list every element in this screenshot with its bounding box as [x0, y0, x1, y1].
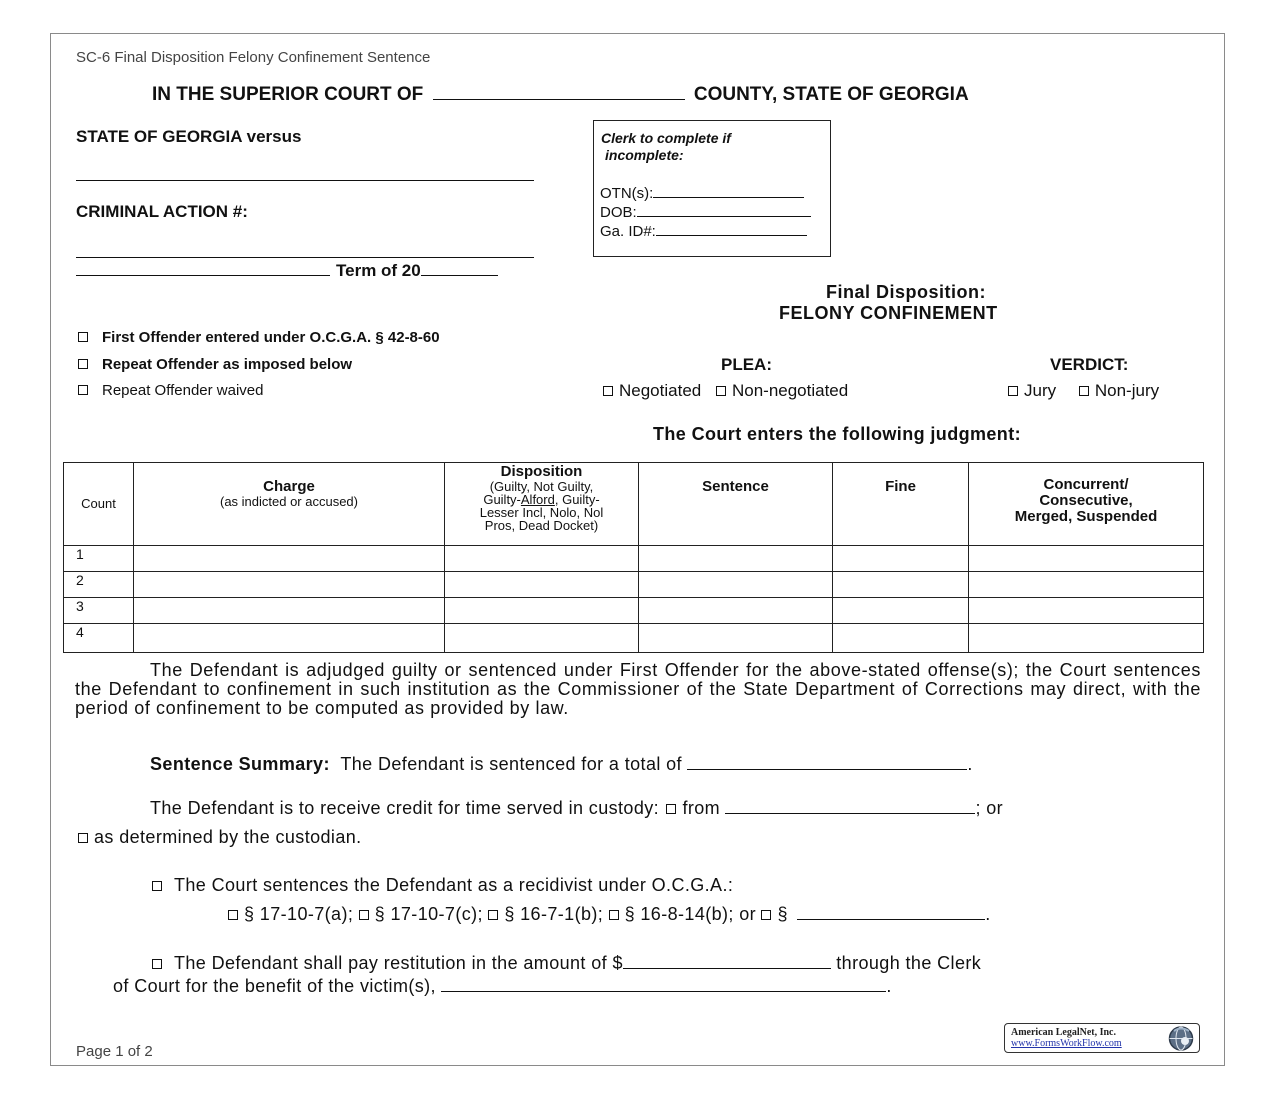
summary-text: The Defendant is sentenced for a total of	[340, 754, 682, 774]
count-cell: 4	[64, 624, 134, 653]
table-row	[64, 624, 1204, 653]
disposition-cell[interactable]	[445, 598, 639, 624]
verdict-non-jury-checkbox[interactable]	[1079, 386, 1089, 396]
disposition-header-sub-4: Pros, Dead Docket)	[484, 518, 599, 533]
ga-id-field[interactable]	[656, 234, 807, 236]
concurrent-header-2: Consecutive,	[1039, 492, 1133, 509]
sentence-summary: Sentence Summary: The Defendant is sentenced for a total of .	[150, 754, 973, 774]
statute-17-10-7c-checkbox[interactable]	[359, 910, 369, 920]
judgment-heading: The Court enters the following judgment:	[653, 424, 1021, 444]
criminal-action-label: CRIMINAL ACTION #:	[76, 202, 248, 221]
recidivist-checkbox[interactable]	[152, 881, 162, 891]
clerk-box-title: Clerk to complete if	[601, 130, 731, 146]
disposition-cell[interactable]	[445, 546, 639, 572]
col-concurrent-header	[969, 463, 1204, 546]
charge-cell[interactable]	[134, 546, 445, 572]
statute-16-7-1b-checkbox[interactable]	[488, 910, 498, 920]
ga-id-row	[600, 223, 807, 240]
disposition-title: Final Disposition:	[826, 282, 986, 302]
repeat-offender-waived-option[interactable]	[78, 382, 264, 399]
summary-total-field[interactable]	[687, 768, 967, 770]
first-offender-checkbox[interactable]	[78, 332, 88, 342]
fine-cell[interactable]	[833, 598, 969, 624]
verdict-jury-checkbox[interactable]	[1008, 386, 1018, 396]
criminal-action-field[interactable]	[76, 256, 534, 258]
recidivist-line	[152, 875, 733, 896]
court-heading-right: COUNTY, STATE OF GEORGIA	[693, 84, 969, 105]
disposition-header-sub-1: (Guilty, Not Guilty,	[489, 479, 594, 494]
credit-from-checkbox[interactable]	[666, 804, 676, 814]
versus-label: STATE OF GEORGIA versus	[76, 127, 302, 146]
dob-field[interactable]	[637, 215, 811, 217]
sentence-cell[interactable]	[639, 572, 833, 598]
disposition-header-label: Disposition	[500, 463, 583, 480]
charge-header-sub: (as indicted or accused)	[219, 494, 358, 509]
adjudged-paragraph: The Defendant is adjudged guilty or sentenced under First Offender for the above-stated offense(s); the Court sentences the Defendant to confinement in such institution as the Commissioner of the State Department of Corrections may direct, with the period of confinement to be computed as provided by law.	[75, 660, 1201, 718]
concurrent-cell[interactable]	[969, 624, 1204, 653]
dob-label: DOB:	[600, 204, 637, 221]
disposition-sub2-c: , Guilty-	[554, 492, 600, 507]
statute-16-8-14b: § 16-8-14(b); or	[624, 904, 757, 924]
plea-negotiated-label: Negotiated	[619, 381, 702, 400]
form-id: SC-6 Final Disposition Felony Confinement Sentence	[76, 49, 431, 66]
credit-custodian-label: as determined by the custodian.	[94, 827, 362, 847]
col-count-header: Count	[64, 463, 134, 546]
first-offender-label: First Offender entered under O.C.G.A. § 42-8-60	[102, 329, 440, 346]
count-cell: 3	[64, 598, 134, 624]
logo-url[interactable]: www.FormsWorkFlow.com	[1011, 1038, 1122, 1049]
statute-other: §	[777, 904, 788, 924]
statute-16-8-14b-checkbox[interactable]	[609, 910, 619, 920]
charge-cell[interactable]	[134, 572, 445, 598]
term-field[interactable]	[76, 274, 330, 276]
term-year-field[interactable]	[421, 274, 498, 276]
repeat-offender-checkbox[interactable]	[78, 359, 88, 369]
statute-other-field[interactable]	[797, 918, 985, 920]
table-header-row	[64, 463, 1204, 546]
first-offender-option[interactable]	[78, 329, 440, 346]
page-number: Page 1 of 2	[76, 1043, 153, 1060]
restitution-text: The Defendant shall pay restitution in the amount of $	[174, 953, 623, 973]
fine-cell[interactable]	[833, 546, 969, 572]
dob-row	[600, 204, 811, 221]
verdict-non-jury-label: Non-jury	[1094, 381, 1160, 400]
concurrent-cell[interactable]	[969, 598, 1204, 624]
plea-non-negotiated-checkbox[interactable]	[716, 386, 726, 396]
otn-field[interactable]	[653, 196, 804, 198]
otn-label: OTN(s):	[600, 185, 654, 202]
credit-custodian-line	[78, 827, 362, 848]
plea-options	[603, 381, 848, 401]
statute-other-checkbox[interactable]	[761, 910, 771, 920]
repeat-offender-waived-checkbox[interactable]	[78, 385, 88, 395]
table-row	[64, 598, 1204, 624]
concurrent-cell[interactable]	[969, 572, 1204, 598]
credit-from-field[interactable]	[725, 812, 975, 814]
verdict-jury-label: Jury	[1024, 381, 1057, 400]
globe-icon	[1165, 1025, 1197, 1052]
count-cell: 2	[64, 572, 134, 598]
repeat-offender-label: Repeat Offender as imposed below	[102, 356, 353, 373]
statute-16-7-1b: § 16-7-1(b);	[504, 904, 604, 924]
sentence-cell[interactable]	[639, 546, 833, 572]
restitution-checkbox[interactable]	[152, 959, 162, 969]
charge-cell[interactable]	[134, 598, 445, 624]
col-sentence-header: Sentence	[639, 463, 833, 546]
col-fine-header: Fine	[833, 463, 969, 546]
restitution-amount-field[interactable]	[623, 967, 831, 969]
table-row	[64, 546, 1204, 572]
clerk-box	[593, 120, 831, 257]
publisher-logo[interactable]	[1004, 1023, 1200, 1053]
clerk-box-title-2: incomplete:	[605, 147, 684, 163]
disposition-cell[interactable]	[445, 572, 639, 598]
concurrent-header-1: Concurrent/	[1043, 476, 1129, 493]
court-heading-left: IN THE SUPERIOR COURT OF	[152, 84, 424, 105]
verdict-label: VERDICT:	[1050, 355, 1129, 374]
statute-options: § 17-10-7(a); § 17-10-7(c); § 16-7-1(b); § 16-8-14(b); or § .	[228, 904, 991, 925]
credit-line	[150, 798, 1003, 819]
plea-negotiated-checkbox[interactable]	[603, 386, 613, 396]
concurrent-header-3: Merged, Suspended	[1014, 508, 1158, 525]
ga-id-label: Ga. ID#:	[600, 223, 656, 240]
statute-17-10-7a: § 17-10-7(a);	[244, 904, 354, 924]
summary-label: Sentence Summary:	[150, 754, 330, 774]
disposition-header-sub-3: Lesser Incl, Nolo, Nol	[479, 505, 604, 520]
count-cell: 1	[64, 546, 134, 572]
term-line	[76, 261, 498, 281]
victim-field[interactable]	[441, 990, 886, 992]
restitution-line	[152, 953, 981, 974]
logo-name: American LegalNet, Inc.	[1011, 1027, 1116, 1038]
disposition-cell[interactable]	[445, 624, 639, 653]
plea-label: PLEA:	[721, 355, 772, 374]
sentence-cell[interactable]	[639, 598, 833, 624]
otn-row	[600, 185, 804, 202]
plea-non-negotiated-label: Non-negotiated	[731, 381, 849, 400]
court-heading	[152, 84, 969, 106]
credit-or: ; or	[975, 798, 1004, 818]
defendant-name-field[interactable]	[76, 179, 534, 181]
repeat-offender-option[interactable]	[78, 356, 352, 373]
county-field[interactable]	[433, 98, 685, 100]
concurrent-cell[interactable]	[969, 546, 1204, 572]
repeat-offender-waived-label: Repeat Offender waived	[102, 382, 264, 399]
credit-from-label: from	[682, 798, 721, 818]
charge-header-label: Charge	[263, 478, 315, 495]
sentence-cell[interactable]	[639, 624, 833, 653]
verdict-options	[1008, 381, 1159, 401]
col-charge-header	[134, 463, 445, 546]
table-row	[64, 572, 1204, 598]
statute-17-10-7c: § 17-10-7(c);	[374, 904, 483, 924]
fine-cell[interactable]	[833, 572, 969, 598]
disposition-sub2-b: Alford	[520, 492, 555, 507]
recidivist-text: The Court sentences the Defendant as a recidivist under O.C.G.A.:	[174, 875, 734, 895]
credit-text: The Defendant is to receive credit for time served in custody:	[150, 798, 660, 818]
disposition-sub2-a: Guilty-	[483, 492, 521, 507]
credit-custodian-checkbox[interactable]	[78, 833, 88, 843]
charge-cell[interactable]	[134, 624, 445, 653]
term-label: Term of 20	[336, 261, 421, 280]
judgment-table	[63, 462, 1204, 653]
fine-cell[interactable]	[833, 624, 969, 653]
restitution-through: through the Clerk	[836, 953, 982, 973]
disposition-subtitle: FELONY CONFINEMENT	[779, 303, 998, 323]
col-disposition-header	[445, 463, 639, 546]
statute-17-10-7a-checkbox[interactable]	[228, 910, 238, 920]
restitution-line2-text: of Court for the benefit of the victim(s),	[113, 976, 436, 996]
restitution-line-2: of Court for the benefit of the victim(s), .	[113, 976, 892, 996]
